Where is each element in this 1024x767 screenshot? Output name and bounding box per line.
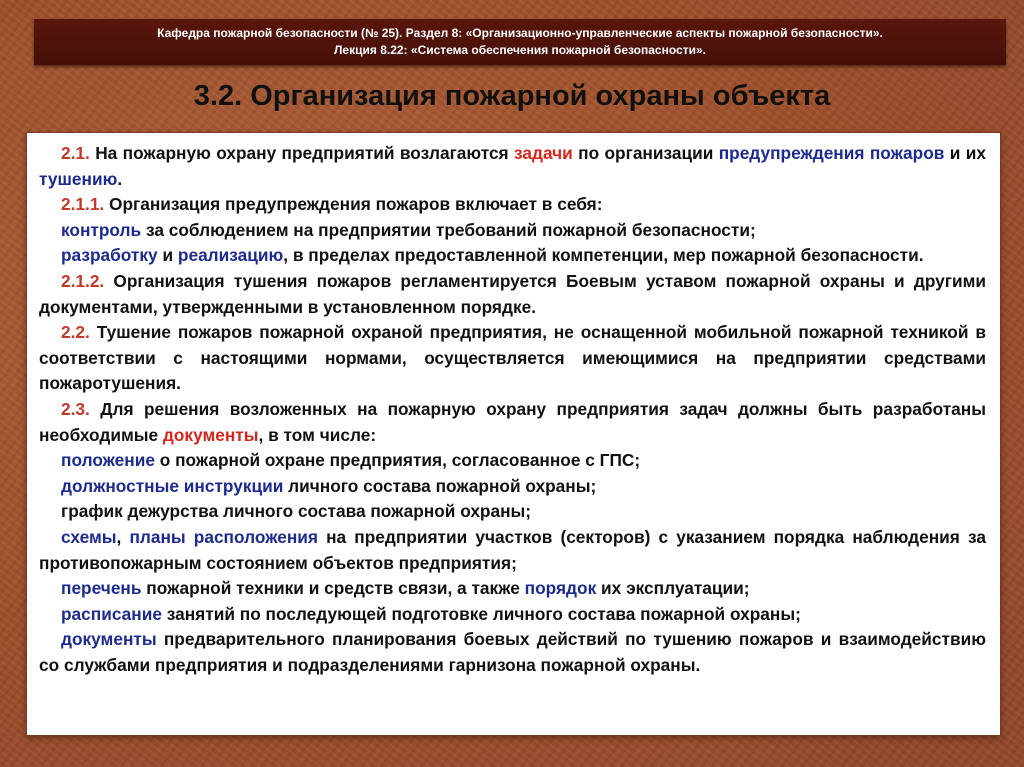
text-run: Тушение пожаров пожарной охраной предприятия, не оснащенной мобильной пожарной техникой в соответствии с настоящими нормами, осуществляется имеющимися на предприятии средствами пожаротушения. (39, 322, 986, 394)
paragraph (39, 192, 986, 218)
highlight-term: предупреждения пожаров (718, 143, 945, 163)
highlight-term: расписание (61, 603, 162, 624)
content-box (26, 132, 1001, 736)
highlight-term: тушению (39, 168, 118, 189)
text-run: личного состава пожарной охраны; (283, 475, 597, 496)
text-run: их эксплуатации; (596, 578, 750, 599)
header-line-department: Кафедра пожарной безопасности (№ 25). Раздел 8: «Организационно-управленческие аспекты пожарной безопасности». (157, 26, 883, 40)
header-line-lecture: Лекция 8.22: «Система обеспечения пожарной безопасности». (334, 43, 706, 57)
section-number: 2.1.2. (61, 270, 105, 291)
paragraph (39, 448, 986, 474)
text-run: , (116, 526, 130, 547)
paragraph (39, 474, 986, 500)
text-run: На пожарную охрану предприятий возлагаются (95, 143, 514, 163)
highlight-term: документы (162, 424, 259, 445)
highlight-term: положение (61, 450, 155, 471)
text-run: на предприятии участков (секторов) с указанием порядка наблюдения за противопожарным состоянием объектов предприятия; (39, 526, 986, 573)
section-number: 2.1.1. (61, 194, 105, 215)
paragraph (39, 320, 986, 397)
section-number: 2.1. (61, 143, 96, 163)
text-run: , в том числе: (258, 424, 377, 445)
text-run: , в пределах предоставленной компетенции, мер пожарной безопасности. (283, 245, 924, 266)
paragraph (39, 499, 986, 525)
text-run: пожарной техники и средств связи, а также (141, 578, 525, 599)
text-run: за соблюдением на предприятии требований пожарной безопасности; (141, 219, 756, 240)
highlight-term: разработку (61, 245, 158, 266)
text-run: по организации (572, 143, 719, 163)
highlight-term: документы (61, 629, 157, 650)
paragraph (39, 627, 986, 678)
highlight-term: контроль (61, 219, 142, 240)
highlight-term: планы расположения (129, 526, 318, 547)
text-run: о пожарной охране предприятия, согласованное с ГПС; (154, 450, 641, 471)
highlight-term: перечень (61, 578, 142, 599)
text-run: и их (944, 143, 986, 163)
text-run: и (157, 245, 178, 266)
paragraph (39, 269, 986, 320)
highlight-term: должностные инструкции (61, 475, 284, 496)
text-run: . (117, 168, 123, 189)
paragraph (39, 243, 986, 269)
section-number: 2.2. (61, 322, 90, 343)
paragraph (39, 397, 986, 448)
page-title: 3.2. Организация пожарной охраны объекта (193, 80, 831, 112)
paragraph (39, 141, 986, 192)
paragraph (39, 602, 986, 628)
text-run: предварительного планирования боевых действий по тушению пожаров и взаимодействию со службами предприятия и подразделениями гарнизона пожарной охраны. (39, 629, 986, 675)
text-run: Организация тушения пожаров регламентируется Боевым уставом пожарной охраны и другими документами, утвержденными в установленном порядке. (39, 270, 986, 317)
highlight-term: реализацию (177, 245, 284, 266)
highlight-term: схемы (61, 526, 117, 547)
paragraph (39, 218, 986, 244)
header-bar (34, 19, 1006, 65)
highlight-term: порядок (524, 578, 597, 599)
text-run: занятий по последующей подготовке личного состава пожарной охраны; (161, 603, 801, 624)
text-run: Для решения возложенных на пожарную охрану предприятия задач должны быть разработаны необходимые (39, 398, 986, 445)
paragraph (39, 576, 986, 602)
text-run: Организация предупреждения пожаров включает в себя: (104, 194, 603, 215)
section-number: 2.3. (61, 398, 90, 419)
paragraph (39, 525, 986, 576)
text-run: график дежурства личного состава пожарной охраны; (61, 501, 532, 522)
highlight-term: задачи (514, 143, 573, 163)
